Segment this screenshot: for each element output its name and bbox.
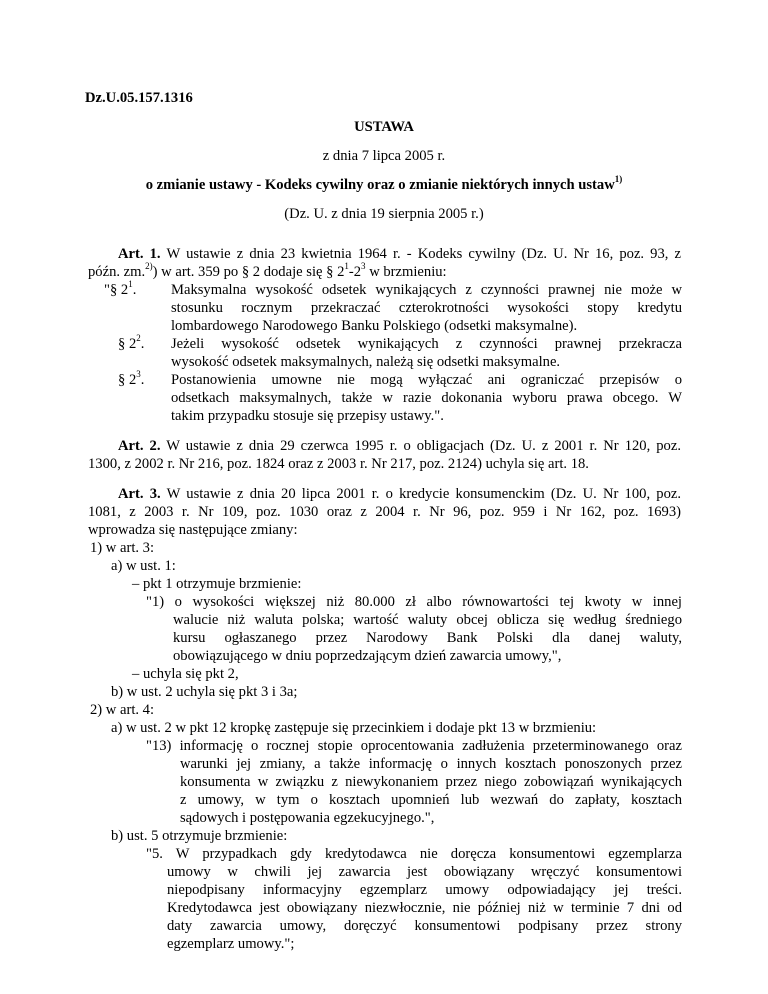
p1-line2: stosunku rocznym przekraczać czterokrotności wysokości stopy kredytu <box>171 300 682 316</box>
p2-line2: wysokość odsetek maksymalnych, należą się odsetki maksymalne. <box>171 354 561 370</box>
p2-line1: Jeżeli wysokość odsetek wynikających z czynności prawnej przekracza <box>171 336 682 352</box>
subject-text: o zmianie ustawy - Kodeks cywilny oraz o zmianie niektórych innych ustaw <box>145 177 615 193</box>
publication-note: (Dz. U. z dnia 19 sierpnia 2005 r.) <box>284 206 484 222</box>
art2-line2: 1300, z 2002 r. Nr 216, poz. 1824 oraz z 2003 r. Nr 217, poz. 2124) uchyla się art. 18. <box>88 456 589 472</box>
art3-item2a: a) w ust. 2 w pkt 12 kropkę zastępuje się przecinkiem i dodaje pkt 13 w brzmieniu: <box>111 720 597 736</box>
quote2-line2: warunki jej zmiany, a także informację o innych kosztach ponoszonych przez <box>180 756 682 772</box>
sup-3: 3 <box>361 261 366 272</box>
subject-footnote-ref: 1) <box>614 174 623 185</box>
p1-dot: . <box>132 282 137 298</box>
art3-item2b: b) ust. 5 otrzymuje brzmienie: <box>111 828 288 844</box>
p3-line1: Postanowienia umowne nie mogą wyłączać ani ograniczać przepisów o <box>171 372 682 388</box>
art1-line1 <box>118 246 681 264</box>
art3-line1 <box>118 486 681 504</box>
quote3-line4: Kredytodawca jest obowiązany niezwłocznie, nie później niż w terminie 7 dni od <box>167 900 682 916</box>
art3-heading: Art. 3. <box>118 486 161 502</box>
art3-item1a: a) w ust. 1: <box>111 558 176 574</box>
art1-l2d: w brzmieniu: <box>365 264 447 280</box>
quote2-line1: "13) informację o rocznej stopie oprocentowania zadłużenia przeterminowanego oraz <box>146 738 682 754</box>
art1-text: W ustawie z dnia 23 kwietnia 1964 r. - Kodeks cywilny (Dz. U. Nr 16, poz. 93, z <box>166 246 682 262</box>
art3-item1a-dash1: – pkt 1 otrzymuje brzmienie: <box>132 576 302 592</box>
document-date: z dnia 7 lipca 2005 r. <box>322 148 446 164</box>
p1-label: "§ 2 <box>104 282 129 298</box>
art1-l2c: -2 <box>348 264 362 280</box>
art2-line1 <box>118 438 681 456</box>
p1-sup: 1 <box>128 279 133 290</box>
p1-line1: Maksymalna wysokość odsetek wynikających z czynności prawnej nie może w <box>171 282 682 298</box>
quote2-line5: sądowych i postępowania egzekucyjnego.", <box>180 810 435 826</box>
art3-line2: 1081, z 2003 r. Nr 109, poz. 1030 oraz z 2004 r. Nr 96, poz. 959 i Nr 162, poz. 1693) <box>88 504 681 520</box>
art3-item1b: b) w ust. 2 uchyla się pkt 3 i 3a; <box>111 684 298 700</box>
p1-line3: lombardowego Narodowego Banku Polskiego (odsetki maksymalne). <box>171 318 578 334</box>
quote2-line3: konsumenta w związku z niewykonaniem przez niego zobowiązań wynikających <box>180 774 682 790</box>
art1-line2 <box>88 261 447 282</box>
p2-sup: 2 <box>136 333 141 344</box>
art1-heading: Art. 1. <box>118 246 161 262</box>
p2-label: § 2 <box>118 336 137 352</box>
art1-l2b: ) w art. 359 po § 2 dodaje się § 2 <box>152 264 345 280</box>
art3-item1: 1) w art. 3: <box>90 540 155 556</box>
quote1-line2: walucie niż waluta polska; wartość waluty obcej oblicza się według średniego <box>173 612 682 628</box>
p3-line3: takim przypadku stosuje się przepisy ustawy.". <box>171 408 444 424</box>
art3-item2: 2) w art. 4: <box>90 702 155 718</box>
paragraph-2-2-label <box>118 333 145 354</box>
sup-1: 1 <box>344 261 349 272</box>
paragraph-2-3-label <box>118 369 145 390</box>
document-subject <box>0 174 768 195</box>
p3-label: § 2 <box>118 372 137 388</box>
p3-line2: odsetkach maksymalnych, także w razie dokonania wyboru prawa obcego. W <box>171 390 682 406</box>
art3-line3: wprowadza się następujące zmiany: <box>88 522 298 538</box>
document-title: USTAWA <box>354 119 414 135</box>
footnote-ref-2: 2) <box>145 261 153 272</box>
document-reference: Dz.U.05.157.1316 <box>85 90 193 106</box>
quote2-line4: z umowy, w tym o kosztach upomnień lub wezwań do zapłaty, kosztach <box>180 792 682 808</box>
art3-item1a-dash2: – uchyla się pkt 2, <box>132 666 239 682</box>
art2-heading: Art. 2. <box>118 438 161 454</box>
p3-dot: . <box>140 372 145 388</box>
art1-l2a: późn. zm. <box>88 264 146 280</box>
paragraph-2-1-label <box>104 279 137 300</box>
quote3-line5: daty zawarcia umowy, doręczyć konsumentowi podpisany przez strony <box>167 918 682 934</box>
quote1-line4: obowiązującego w dniu poprzedzającym dzień zawarcia umowy,", <box>173 648 562 664</box>
p2-dot: . <box>140 336 145 352</box>
quote1-line1: "1) o wysokości większej niż 80.000 zł albo równowartości tej kwoty w innej <box>146 594 682 610</box>
art2-text: W ustawie z dnia 29 czerwca 1995 r. o obligacjach (Dz. U. z 2001 r. Nr 120, poz. <box>166 438 681 454</box>
p3-sup: 3 <box>136 369 141 380</box>
quote3-line1: "5. W przypadkach gdy kredytodawca nie doręcza konsumentowi egzemplarza <box>146 846 682 862</box>
quote3-line2: umowy w chwili jej zawarcia jest obowiązany wręczyć konsumentowi <box>167 864 682 880</box>
quote1-line3: kursu ogłaszanego przez Narodowy Bank Polski dla danej waluty, <box>173 630 682 646</box>
art3-text: W ustawie z dnia 20 lipca 2001 r. o kredycie konsumenckim (Dz. U. Nr 100, poz. <box>166 486 682 502</box>
quote3-line6: egzemplarz umowy."; <box>167 936 295 952</box>
quote3-line3: niepodpisany informacyjny egzemplarz umowy odpowiadający jej treści. <box>167 882 682 898</box>
